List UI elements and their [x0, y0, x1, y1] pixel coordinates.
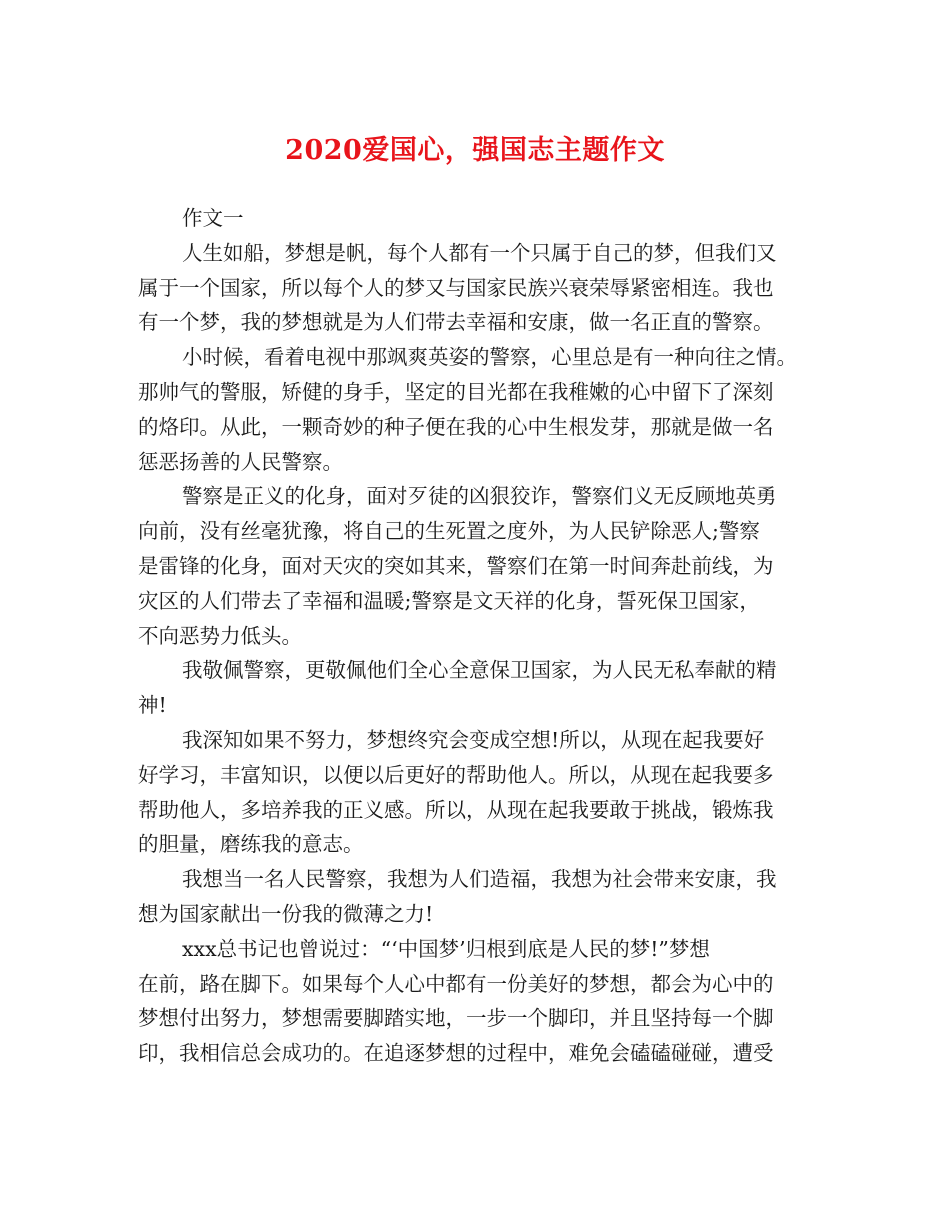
text-line: 帮助他人，多培养我的正义感。所以，从现在起我要敢于挑战，锻炼我 — [138, 797, 774, 822]
text-line: 好学习，丰富知识，以便以后更好的帮助他人。所以，从现在起我要多 — [138, 762, 774, 787]
text-line: 不向恶势力低头。 — [138, 623, 302, 648]
text-line: 那帅气的警服，矫健的身手，坚定的目光都在我稚嫩的心中留下了深刻 — [138, 379, 774, 404]
text-line: 属于一个国家，所以每个人的梦又与国家民族兴衰荣辱紧密相连。我也 — [138, 275, 774, 300]
text-line: 有一个梦，我的梦想就是为人们带去幸福和安康，做一名正直的警察。 — [138, 310, 774, 335]
text-line: 惩恶扬善的人民警察。 — [138, 449, 343, 474]
text-line: 警察是正义的化身，面对歹徒的凶狠狡诈，警察们义无反顾地英勇 — [182, 484, 777, 509]
text-line: 小时候，看着电视中那飒爽英姿的警察，心里总是有一种向往之情。 — [182, 345, 797, 370]
text-line: 想为国家献出一份我的微薄之力! — [138, 901, 434, 926]
text-line: 印，我相信总会成功的。在追逐梦想的过程中，难免会磕磕碰碰，遭受 — [138, 1041, 774, 1066]
text-line: xxx总书记也曾说过：“‘中国梦’归根到底是人民的梦!”梦想 — [182, 936, 710, 961]
text-line: 人生如船，梦想是帆，每个人都有一个只属于自己的梦，但我们又 — [182, 240, 777, 265]
text-line: 的烙印。从此，一颗奇妙的种子便在我的心中生根发芽，那就是做一名 — [138, 414, 774, 439]
document-title: 2020爱国心，强国志主题作文 — [285, 135, 665, 166]
text-line: 是雷锋的化身，面对天灾的突如其来，警察们在第一时间奔赴前线，为 — [138, 553, 774, 578]
text-line: 我敬佩警察，更敬佩他们全心全意保卫国家，为人民无私奉献的精 — [182, 658, 777, 683]
text-line: 神! — [138, 693, 167, 718]
text-line: 向前，没有丝毫犹豫，将自己的生死置之度外，为人民铲除恶人;警察 — [138, 519, 760, 544]
text-line: 梦想付出努力，梦想需要脚踏实地，一步一个脚印，并且坚持每一个脚 — [138, 1006, 774, 1031]
text-line: 我想当一名人民警察，我想为人们造福，我想为社会带来安康，我 — [182, 867, 777, 892]
text-line: 作文一 — [182, 206, 244, 230]
text-line: 在前，路在脚下。如果每个人心中都有一份美好的梦想，都会为心中的 — [138, 971, 774, 996]
text-line: 我深知如果不努力，梦想终究会变成空想!所以，从现在起我要好 — [182, 727, 765, 752]
text-line: 的胆量，磨练我的意志。 — [138, 832, 364, 857]
text-line: 灾区的人们带去了幸福和温暖;警察是文天祥的化身，誓死保卫国家， — [138, 588, 760, 613]
document-body — [138, 201, 818, 1071]
